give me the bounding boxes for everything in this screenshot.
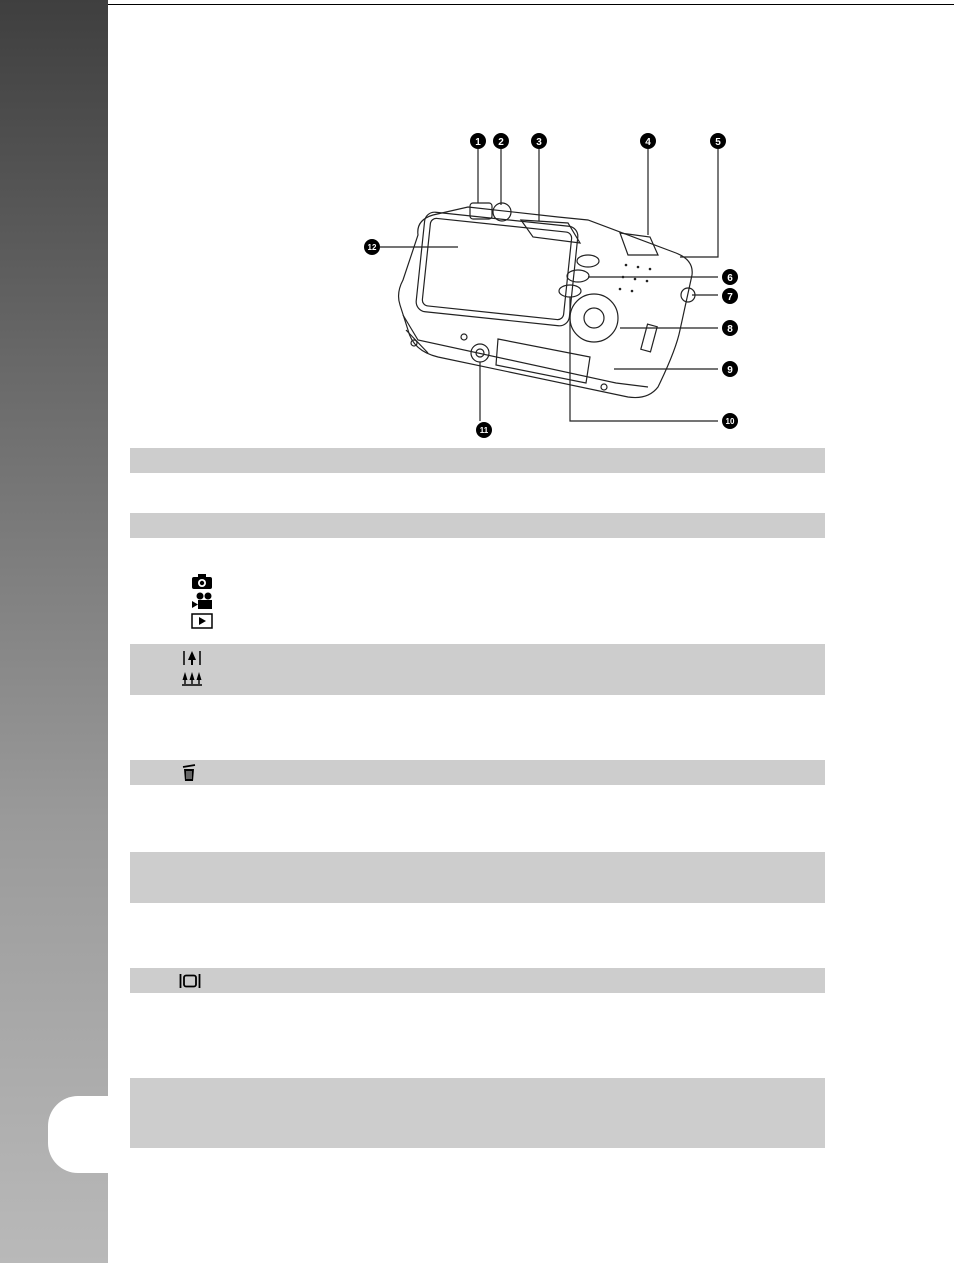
table-band-5: [130, 852, 825, 903]
callout-9: [722, 361, 738, 377]
callout-6: [722, 269, 738, 285]
camera-back-diagram: [358, 125, 768, 445]
callout-7: [722, 288, 738, 304]
callout-2: [493, 133, 509, 149]
lcd-screen: [422, 218, 572, 320]
callout-3: [531, 133, 547, 149]
page-number-tab: [48, 1096, 108, 1173]
table-band-3: [130, 644, 825, 695]
callout-10: [722, 413, 738, 429]
svg-text:6: 6: [727, 273, 733, 284]
svg-text:5: 5: [715, 137, 721, 148]
svg-text:11: 11: [479, 426, 489, 435]
display-toggle-icon: [179, 973, 201, 989]
table-band-2: [130, 513, 825, 538]
table-band-7: [130, 1078, 825, 1148]
camera-icon: [191, 573, 213, 589]
callout-12: [364, 239, 380, 255]
four-way-pad: [570, 294, 618, 342]
single-tree-icon: [181, 650, 203, 666]
svg-text:2: 2: [498, 137, 504, 148]
table-band-1: [130, 448, 825, 473]
callout-1: [470, 133, 486, 149]
callout-11: [476, 422, 492, 438]
svg-text:8: 8: [727, 324, 733, 335]
svg-text:10: 10: [725, 417, 735, 426]
svg-text:12: 12: [367, 243, 377, 252]
battery-door: [496, 339, 590, 383]
movie-camera-icon: [191, 592, 213, 610]
top-rule: [108, 4, 954, 5]
callout-5: [710, 133, 726, 149]
menu-button-b: [567, 270, 589, 282]
svg-text:4: 4: [645, 137, 651, 148]
svg-text:9: 9: [727, 365, 733, 376]
table-band-4: [130, 760, 825, 785]
callout-8: [722, 320, 738, 336]
svg-text:7: 7: [727, 292, 733, 303]
menu-button-a: [577, 255, 599, 267]
menu-button-c: [559, 285, 581, 297]
playback-icon: [191, 613, 213, 629]
trash-icon: [180, 762, 198, 782]
table-band-6: [130, 968, 825, 993]
side-bar: [0, 0, 108, 1263]
three-trees-icon: [181, 670, 203, 686]
svg-text:1: 1: [475, 137, 481, 148]
callout-4: [640, 133, 656, 149]
svg-text:3: 3: [536, 137, 542, 148]
